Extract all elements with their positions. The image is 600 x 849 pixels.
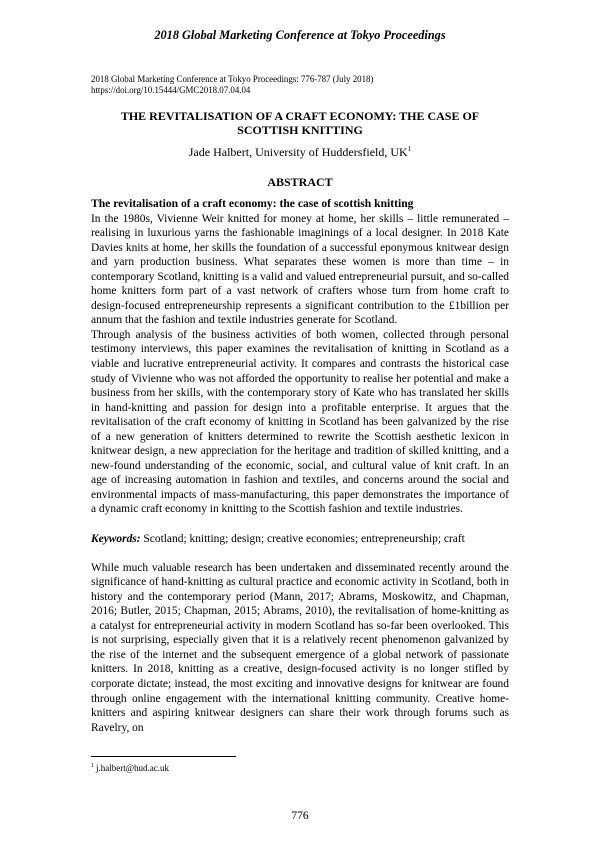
keywords-label: Keywords: <box>91 532 141 545</box>
section-heading: The revitalisation of a craft economy: the case of scottish knitting <box>91 197 414 210</box>
abstract-paragraph-2: Through analysis of the business activities of both women, collected through personal testimony interviews, this paper examines the revitalisation of knitting in Scotland as a viable and lucrative entrepreneurial activity. It compares and contrasts the historical case study of Vivienne who was not afforded the opportunity to realise her potential and make a business from her skills, with the contemporary story of Kate who has translated her skills in hand-knitting and passion for design into a profitable enterprise. It argues that the revitalisation of the craft economy of knitting in Scotland has been galvanized by the rise of a new generation of knitters determined to rewrite the Scottish aesthetic lexicon in knitwear design, a new appreciation for the heritage and tradition of skilled knitting, and a new-found understanding of the economic, social, and cultural value of knit craft. In an age of increasing automation in fashion and textiles, and concerns around the social and environmental impacts of mass-manufacturing, this paper demonstrates the importance of a dynamic craft economy in knitting to the Scottish fashion and textile industries. <box>91 328 509 516</box>
keywords-text: Scotland; knitting; design; creative economies; entrepreneurship; craft <box>143 532 465 545</box>
author-name: Jade Halbert, University of Huddersfield, UK <box>188 145 408 159</box>
running-head: 2018 Global Marketing Conference at Tokyo Proceedings <box>154 28 446 42</box>
footnote-mark: 1 <box>91 763 94 769</box>
paper-body <box>91 197 509 735</box>
keywords-line <box>91 532 509 547</box>
spacer <box>91 546 509 561</box>
citation-line: 2018 Global Marketing Conference at Tokyo Proceedings: 776-787 (July 2018) <box>91 74 374 84</box>
abstract-paragraph-1: In the 1980s, Vivienne Weir knitted for money at home, her skills – little remunerated – realising in luxurious yarns the fashionable imaginings of a local designer. In 2018 Kate Davies knits at home, her skills the foundation of a successful eponymous knitwear design and yarn production business. What separates these women is more than time – in contemporary Scotland, knitting is a valid and valued entrepreneurial pursuit, and so-called home knitters form part of a vast network of crafters whose turn from home craft to design-focused entrepreneurship represents a significant contribution to the £1billion per annum that the fashion and textile industries generate for Scotland. <box>91 212 509 327</box>
footnote-email: j.halbert@hud.ac.uk <box>96 763 170 773</box>
paper-title <box>80 109 520 137</box>
author-line <box>80 145 520 160</box>
footnote-divider <box>91 756 236 757</box>
abstract-heading: ABSTRACT <box>267 175 333 189</box>
title-line-2: SCOTTISH KNITTING <box>237 123 363 137</box>
doi-line: https://doi.org/10.15444/GMC2018.07.04.04 <box>91 85 251 95</box>
intro-paragraph: While much valuable research has been undertaken and disseminated recently around the significance of hand-knitting as cultural practice and economic activity in Scotland, both in history and the contemporary period (Mann, 2017; Abrams, Moskowitz, and Chapman, 2016; Butler, 2015; Chapman, 2015; Abrams, 2010), the revitalisation of home-knitting as a catalyst for entrepreneurial activity in modern Scotland has so-far been overlooked. This is not surprising, especially given that it is a relatively recent phenomenon galvanized by the rise of the internet and the subsequent emergence of a global network of passionate knitters. In 2018, knitting as a creative, design-focused activity is no longer stifled by corporate dictate; instead, the most exciting and innovative designs for knitwear are found through online engagement with the international knitting community. Creative home-knitters and aspiring knitwear designers can share their work through forums such as Ravelry, on <box>91 561 509 734</box>
title-line-1: THE REVITALISATION OF A CRAFT ECONOMY: THE CASE OF <box>120 109 480 123</box>
footnote <box>91 763 169 773</box>
author-footnote-mark: 1 <box>407 145 412 153</box>
spacer <box>91 517 509 532</box>
publication-meta <box>91 74 511 96</box>
page-number: 776 <box>291 810 309 822</box>
